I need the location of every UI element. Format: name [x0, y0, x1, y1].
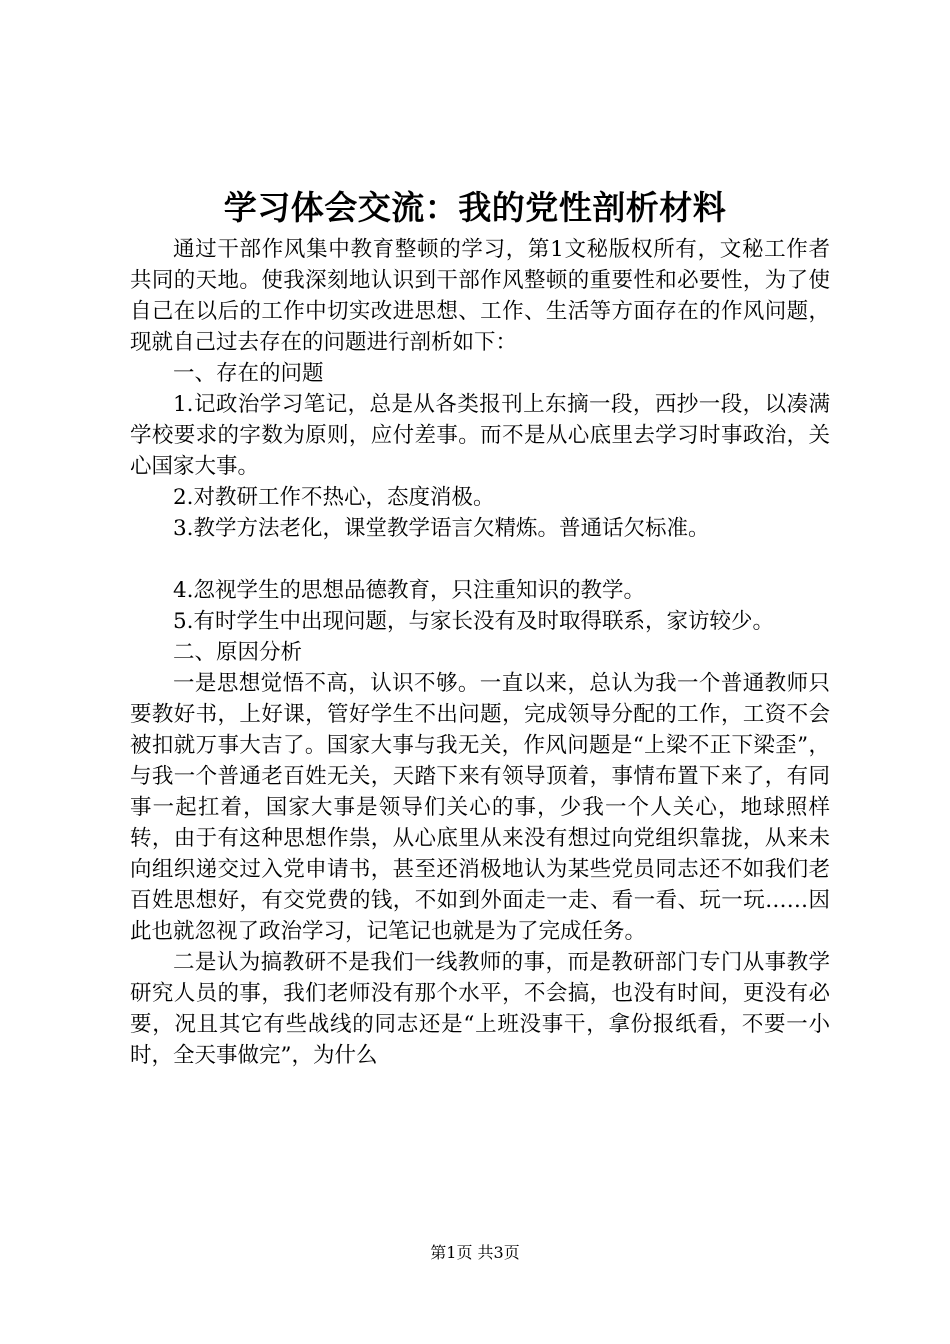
document-body: [130, 234, 830, 1071]
document-title: 学习体会交流：我的党性剖析材料: [223, 188, 727, 227]
page-footer: 第1页 共3页: [430, 1243, 520, 1262]
section-heading-problems: 一、存在的问题: [173, 361, 324, 386]
cause-paragraph-1: 一是思想觉悟不高，认识不够。一直以来，总认为我一个普通教师只要教好书，上好课，管好学生不出问题，完成领导分配的工作，工资不会被扣就万事大吉了。国家大事与我无关，作风问题是“上梁不正下梁歪”，与我一个普通老百姓无关，天踏下来有领导顶着，事情布置下来了，有同事一起扛着，国家大事是领导们关心的事，少我一个人关心，地球照样转，由于有这种思想作祟，从心底里从来没有想过向党组织靠拢，从来未向组织递交过入党申请书，甚至还消极地认为某些党员同志还不如我们老百姓思想好，有交党费的钱，不如到外面走一走、看一看、玩一玩……因此也就忽视了政治学习，记笔记也就是为了完成任务。: [130, 671, 830, 944]
section-heading-causes: 二、原因分析: [173, 640, 303, 665]
problem-item-5: 5.有时学生中出现问题，与家长没有及时取得联系，家访较少。: [173, 609, 775, 634]
problem-item-1: 1.记政治学习笔记，总是从各类报刊上东摘一段，西抄一段，以凑满学校要求的字数为原则，应付差事。而不是从心底里去学习时事政治，关心国家大事。: [130, 392, 830, 479]
problem-item-2: 2.对教研工作不热心，态度消极。: [173, 485, 495, 510]
cause-paragraph-2: 二是认为搞教研不是我们一线教师的事，而是教研部门专门从事教学研究人员的事，我们老师没有那个水平，不会搞，也没有时间，更没有必要，况且其它有些战线的同志还是“上班没事干，拿份报纸看，不要一小时，全天事做完”，为什么: [130, 950, 830, 1068]
problem-item-4: 4.忽视学生的思想品德教育，只注重知识的教学。: [173, 578, 646, 603]
problem-item-3: 3.教学方法老化，课堂教学语言欠精炼。普通话欠标准。: [173, 516, 710, 541]
paragraph-intro: 通过干部作风集中教育整顿的学习，第1文秘版权所有，文秘工作者共同的天地。使我深刻地认识到干部作风整顿的重要性和必要性，为了使自己在以后的工作中切实改进思想、工作、生活等方面存在的作风问题，现就自己过去存在的问题进行剖析如下：: [130, 237, 830, 355]
